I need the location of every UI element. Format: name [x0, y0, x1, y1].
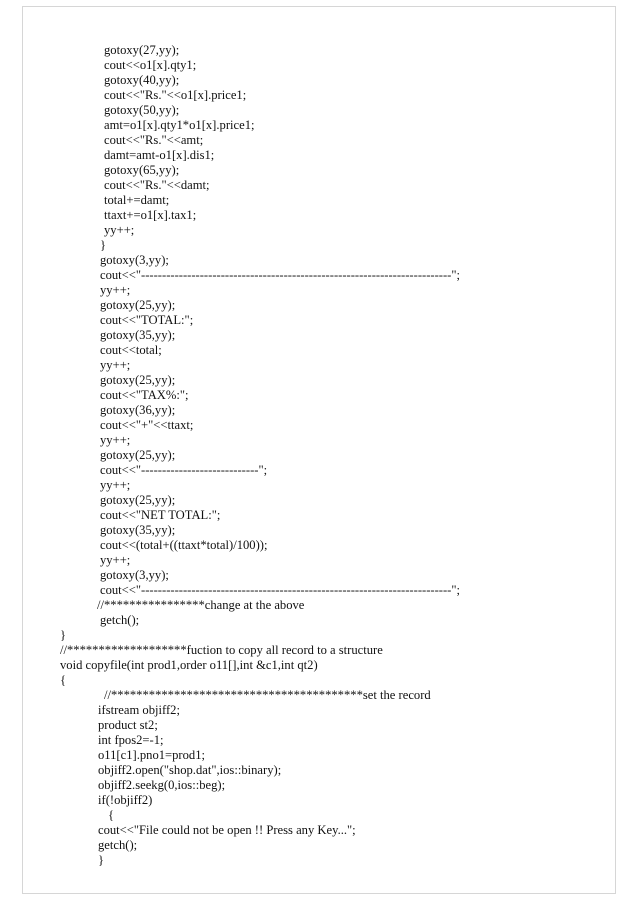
code-line: cout<<(total+((ttaxt*total)/100));: [100, 538, 268, 552]
code-line: gotoxy(3,yy);: [100, 568, 169, 582]
code-line: cout<<"--------------------------------------------------------------------------";: [100, 583, 461, 597]
code-line: ifstream objiff2;: [98, 703, 180, 717]
code-line: objiff2.open("shop.dat",ios::binary);: [98, 763, 282, 777]
document-page: [22, 6, 616, 894]
code-line: if(!objiff2): [98, 793, 153, 807]
code-line: //*******************fuction to copy all record to a structure: [60, 643, 383, 657]
code-line: gotoxy(25,yy);: [100, 373, 176, 387]
code-line: cout<<o1[x].qty1;: [104, 58, 197, 72]
code-line: cout<<"Rs."<<o1[x].price1;: [104, 88, 247, 102]
code-line: total+=damt;: [104, 193, 170, 207]
code-line: gotoxy(40,yy);: [104, 73, 180, 87]
code-line: gotoxy(50,yy);: [104, 103, 180, 117]
code-line: cout<<"Rs."<<damt;: [104, 178, 210, 192]
code-line: void copyfile(int prod1,order o11[],int &c1,int qt2): [60, 658, 318, 672]
code-line: cout<<"Rs."<<amt;: [104, 133, 204, 147]
code-line: gotoxy(36,yy);: [100, 403, 176, 417]
code-line: cout<<"TAX%:";: [100, 388, 189, 402]
code-line: yy++;: [100, 283, 131, 297]
code-line: cout<<"+"<<ttaxt;: [100, 418, 194, 432]
code-line: cout<<"--------------------------------------------------------------------------";: [100, 268, 461, 282]
code-line: }: [98, 853, 105, 867]
code-line: yy++;: [100, 478, 131, 492]
code-line: ttaxt+=o1[x].tax1;: [104, 208, 197, 222]
code-line: gotoxy(35,yy);: [100, 523, 176, 537]
code-line: gotoxy(35,yy);: [100, 328, 176, 342]
code-line: yy++;: [104, 223, 135, 237]
code-line: product st2;: [98, 718, 158, 732]
code-line: yy++;: [100, 358, 131, 372]
code-line: cout<<"----------------------------";: [100, 463, 268, 477]
code-line: //****************change at the above: [97, 598, 305, 612]
code-line: gotoxy(25,yy);: [100, 298, 176, 312]
code-line: yy++;: [100, 433, 131, 447]
code-line: {: [108, 808, 115, 822]
code-line: cout<<"NET TOTAL:";: [100, 508, 221, 522]
code-line: damt=amt-o1[x].dis1;: [104, 148, 215, 162]
code-line: int fpos2=-1;: [98, 733, 164, 747]
code-line: cout<<"TOTAL:";: [100, 313, 194, 327]
code-line: yy++;: [100, 553, 131, 567]
code-line: }: [60, 628, 67, 642]
code-line: gotoxy(25,yy);: [100, 448, 176, 462]
code-line: gotoxy(65,yy);: [104, 163, 180, 177]
code-line: cout<<"File could not be open !! Press any Key...";: [98, 823, 356, 837]
code-line: cout<<total;: [100, 343, 162, 357]
code-line: gotoxy(27,yy);: [104, 43, 180, 57]
code-line: {: [60, 673, 67, 687]
code-line: }: [100, 238, 107, 252]
code-line: objiff2.seekg(0,ios::beg);: [98, 778, 226, 792]
code-line: getch();: [100, 613, 140, 627]
code-line: gotoxy(3,yy);: [100, 253, 169, 267]
code-line: amt=o1[x].qty1*o1[x].price1;: [104, 118, 255, 132]
code-line: //****************************************set the record: [104, 688, 431, 702]
code-line: gotoxy(25,yy);: [100, 493, 176, 507]
code-line: o11[c1].pno1=prod1;: [98, 748, 206, 762]
code-line: getch();: [98, 838, 138, 852]
